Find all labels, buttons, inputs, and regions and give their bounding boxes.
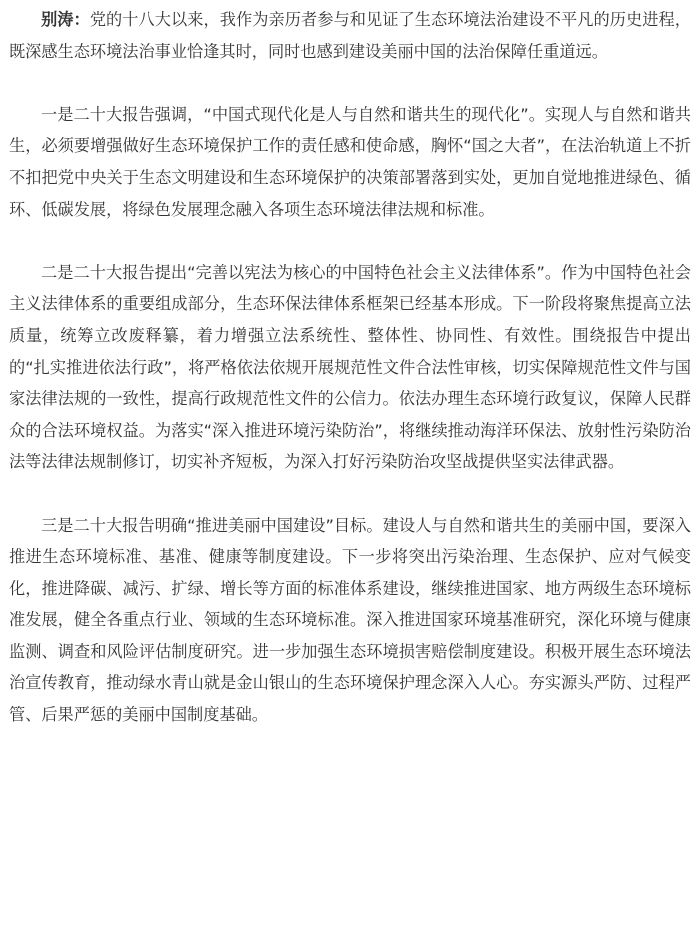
paragraph-gap (9, 67, 691, 99)
paragraph-one-text: 一是二十大报告强调，“中国式现代化是人与自然和谐共生的现代化”。实现人与自然和谐共生，必须要增强做好生态环境保护工作的责任感和使命感，胸怀“国之大者”，在法治轨道上不折不扣把党中央关于生态文明建设和生态环境保护的决策部署落到实处，更加自觉地推进绿色、循环、低碳发展，将绿色发展理念融入各项生态环境法律法规和标准。 (9, 104, 691, 219)
speaker-name: 别涛： (41, 10, 90, 29)
paragraph-two (9, 257, 691, 478)
paragraph-gap (9, 225, 691, 257)
intro-text: 党的十八大以来，我作为亲历者参与和见证了生态环境法治建设不平凡的历史进程，既深感生态环境法治事业恰逢其时，同时也感到建设美丽中国的法治保障任重道远。 (9, 10, 691, 61)
article-body (9, 0, 691, 731)
paragraph-three (9, 510, 691, 731)
paragraph-gap (9, 478, 691, 510)
paragraph-one (9, 99, 691, 225)
intro-paragraph (9, 4, 691, 67)
paragraph-two-text: 二是二十大报告提出“完善以宪法为核心的中国特色社会主义法律体系”。作为中国特色社会主义法律体系的重要组成部分，生态环保法律体系框架已经基本形成。下一阶段将聚焦提高立法质量，统筹立改废释纂，着力增强立法系统性、整体性、协同性、有效性。围绕报告中提出的“扎实推进依法行政”，将严格依法依规开展规范性文件合法性审核，切实保障规范性文件与国家法律法规的一致性，提高行政规范性文件的公信力。依法办理生态环境行政复议，保障人民群众的合法环境权益。为落实“深入推进环境污染防治”，将继续推动海洋环保法、放射性污染防治法等法律法规制修订，切实补齐短板，为深入打好污染防治攻坚战提供坚实法律武器。 (9, 262, 691, 472)
paragraph-three-text: 三是二十大报告明确“推进美丽中国建设”目标。建设人与自然和谐共生的美丽中国，要深入推进生态环境标准、基准、健康等制度建设。下一步将突出污染治理、生态保护、应对气候变化，推进降碳、减污、扩绿、增长等方面的标准体系建设，继续推进国家、地方两级生态环境标准发展，健全各重点行业、领域的生态环境标准。深入推进国家环境基准研究，深化环境与健康监测、调查和风险评估制度研究。进一步加强生态环境损害赔偿制度建设。积极开展生态环境法治宣传教育，推动绿水青山就是金山银山的生态环境保护理念深入人心。夯实源头严防、过程严管、后果严惩的美丽中国制度基础。 (9, 515, 691, 725)
